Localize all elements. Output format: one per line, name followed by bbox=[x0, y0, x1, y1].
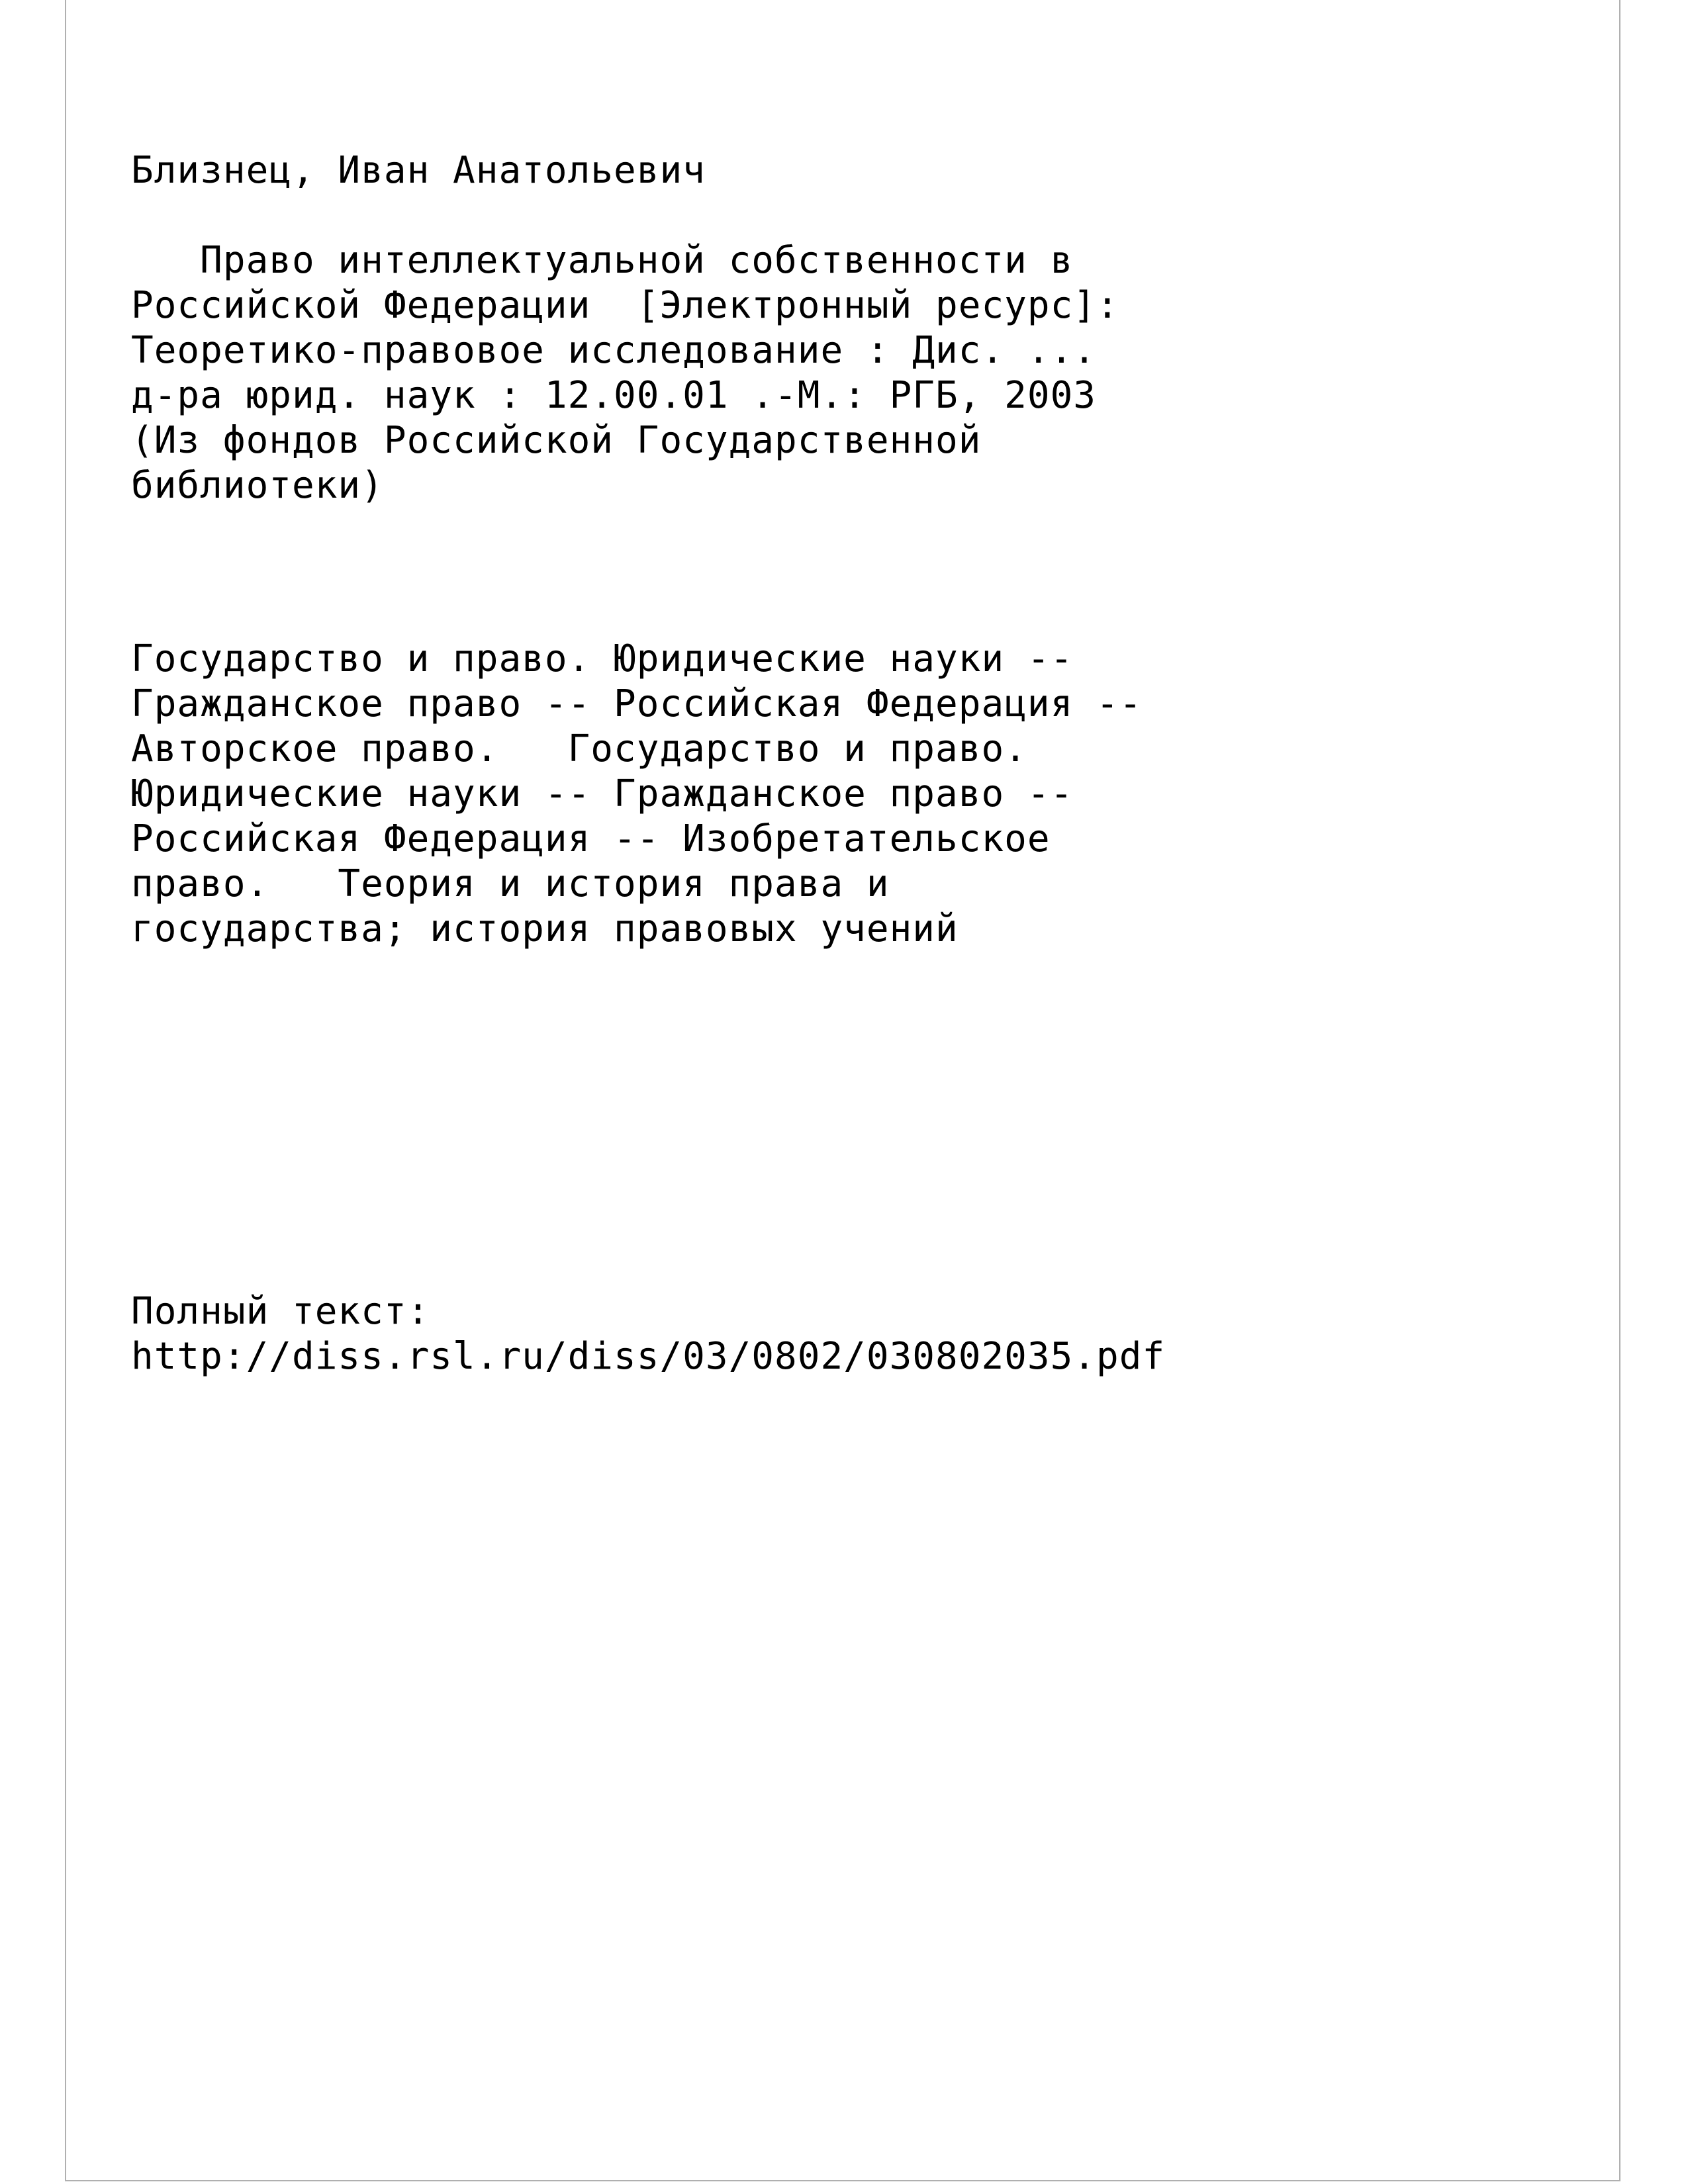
author-name: Близнец, Иван Анатольевич bbox=[131, 149, 706, 192]
title-line: (Из фондов Российской Государственной bbox=[131, 419, 982, 462]
title-line: библиотеки) bbox=[131, 464, 384, 507]
title-line: Теоретико-правовое исследование : Дис. ... bbox=[131, 329, 1097, 372]
title-line: Право интеллектуальной собственности в bbox=[131, 239, 1074, 282]
fulltext-link[interactable]: http://diss.rsl.ru/diss/03/0802/030802035.pdf bbox=[131, 1335, 1166, 1378]
subject-line: Российская Федерация -- Изобретательское bbox=[131, 817, 1051, 860]
fulltext-label: Полный текст: bbox=[131, 1290, 430, 1333]
subject-line: Гражданское право -- Российская Федерация -- bbox=[131, 682, 1143, 725]
subject-line: Авторское право. Государство и право. bbox=[131, 727, 1027, 770]
subject-line: Юридические науки -- Гражданское право -- bbox=[131, 772, 1074, 815]
subject-line: Государство и право. Юридические науки -- bbox=[131, 637, 1074, 680]
subject-line: государства; история правовых учений bbox=[131, 907, 959, 950]
title-line: д-ра юрид. наук : 12.00.01 .-М.: РГБ, 2003 bbox=[131, 374, 1097, 417]
subject-line: право. Теория и история права и bbox=[131, 862, 890, 905]
title-line: Российской Федерации [Электронный ресурс]: bbox=[131, 284, 1119, 327]
